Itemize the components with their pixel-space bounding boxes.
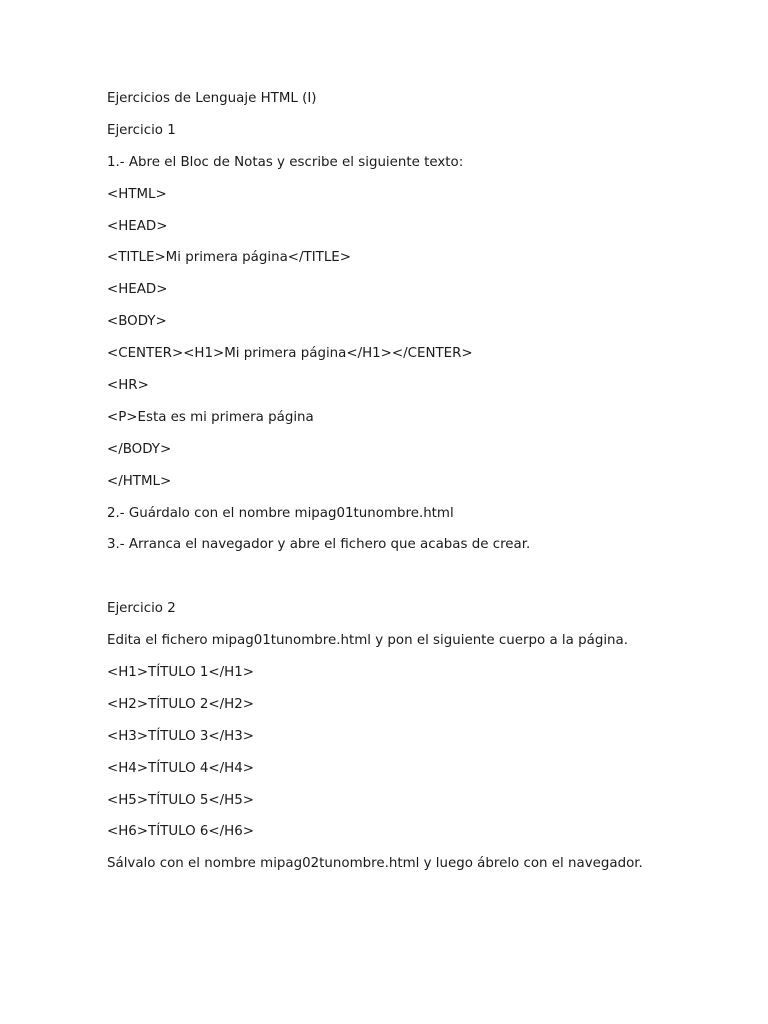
exercise-2-heading: Ejercicio 2: [107, 601, 176, 617]
exercise-1-step-3: 3.- Arranca el navegador y abre el fichero que acabas de crear.: [107, 537, 531, 553]
code-line: <HR>: [107, 378, 149, 394]
code-line: <H4>TÍTULO 4</H4>: [107, 760, 254, 776]
code-line: </HTML>: [107, 473, 172, 489]
code-line: <TITLE>Mi primera página</TITLE>: [107, 250, 351, 266]
document-page: [107, 89, 727, 886]
code-line: </BODY>: [107, 441, 172, 457]
code-line: <P>Esta es mi primera página: [107, 409, 314, 425]
code-line: <HEAD>: [107, 218, 168, 234]
code-line: <H1>TÍTULO 1</H1>: [107, 665, 254, 681]
code-line: <HEAD>: [107, 282, 168, 298]
exercise-2-outro: Sálvalo con el nombre mipag02tunombre.html y luego ábrelo con el navegador.: [107, 856, 643, 872]
exercise-1-heading: Ejercicio 1: [107, 122, 176, 138]
exercise-1-step-1: 1.- Abre el Bloc de Notas y escribe el siguiente texto:: [107, 154, 464, 170]
section-spacer: [107, 567, 727, 599]
code-line: <H3>TÍTULO 3</H3>: [107, 728, 254, 744]
code-line: <H6>TÍTULO 6</H6>: [107, 824, 254, 840]
document-title: Ejercicios de Lenguaje HTML (I): [107, 91, 317, 106]
code-line: <BODY>: [107, 314, 167, 330]
exercise-2-intro: Edita el fichero mipag01tunombre.html y pon el siguiente cuerpo a la página.: [107, 633, 628, 649]
code-line: <HTML>: [107, 186, 167, 202]
code-line: <H2>TÍTULO 2</H2>: [107, 696, 254, 712]
code-line: <CENTER><H1>Mi primera página</H1></CENTER>: [107, 346, 473, 362]
exercise-1-step-2: 2.- Guárdalo con el nombre mipag01tunombre.html: [107, 505, 454, 521]
code-line: <H5>TÍTULO 5</H5>: [107, 792, 254, 808]
